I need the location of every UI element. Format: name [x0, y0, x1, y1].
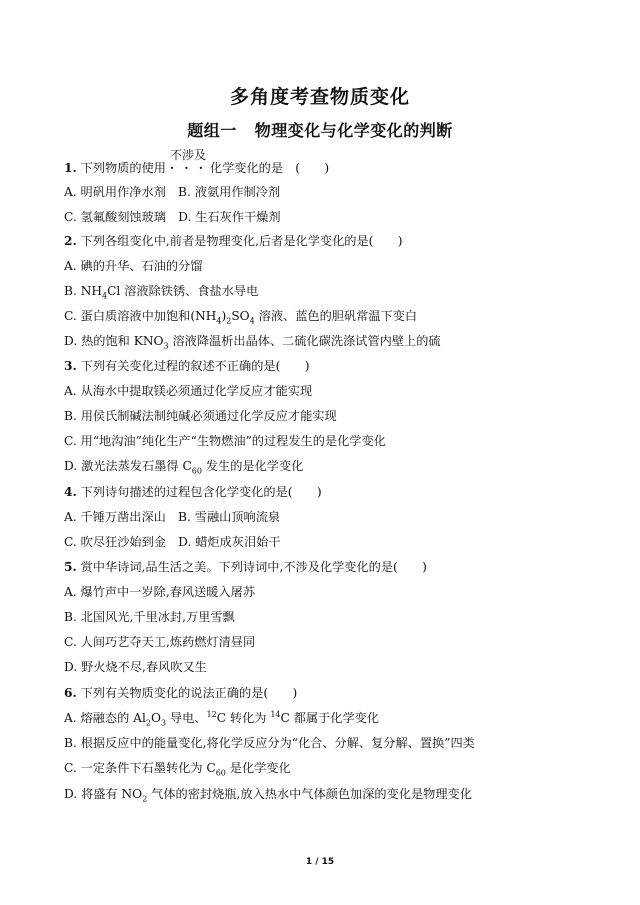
question-1-options-ab: A. 明矾用作净水剂 B. 液氨用作制冷剂 [64, 185, 281, 199]
question-3-option-a: A. 从海水中提取镁必须通过化学反应才能实现 [64, 384, 313, 398]
question-1-options-cd: C. 氢氟酸刻蚀玻璃 D. 生石灰作干燥剂 [64, 210, 281, 224]
question-5-stem: 5. 赏中华诗词,品生活之美。下列诗词中,不涉及化学变化的是( ) [64, 560, 427, 574]
question-5-option-b: B. 北国风光,千里冰封,万里雪飘 [64, 610, 235, 624]
question-number: 1. [64, 161, 77, 175]
section-title [0, 118, 640, 141]
question-6-option-d: D. 将盛有 $NO_2$ 气体的密封烧瓶,放入热水中气体颜色加深的变化是物理变化 [64, 787, 472, 804]
question-number: 4. [64, 485, 77, 499]
question-2-option-a: A. 碘的升华、石油的分馏 [64, 259, 203, 273]
question-number: 3. [64, 359, 77, 373]
question-4-options-cd: C. 吹尽狂沙始到金 D. 蜡炬成灰泪始干 [64, 535, 281, 549]
emphasis-dots: · · · [169, 161, 207, 175]
emphasis-annotation: 不涉及 [170, 148, 207, 162]
question-number: 5. [64, 560, 77, 574]
question-1-stem: 1. 下列物质的使用 · · · 化学变化的是 ( ) [64, 161, 330, 175]
page-number: 1 / 15 [305, 857, 335, 867]
page-title: 多角度考查物质变化 [229, 86, 410, 108]
question-6-option-b: B. 根据反应中的能量变化,将化学反应分为“化合、分解、复分解、置换”四类 [64, 736, 475, 750]
question-3-option-c: C. 用“地沟油”纯化生产“生物燃油”的过程发生的是化学变化 [64, 434, 386, 448]
question-5-option-d: D. 野火烧不尽,春风吹又生 [64, 660, 207, 674]
question-number: 6. [64, 686, 77, 700]
question-3-option-b: B. 用侯氏制碱法制纯碱必须通过化学反应才能实现 [64, 409, 337, 423]
question-number: 2. [64, 234, 77, 248]
question-2-option-b: B. $NH_4Cl$ 溶液除铁锈、食盐水导电 [64, 284, 259, 301]
question-5-option-a: A. 爆竹声中一岁除,春风送暖入屠苏 [64, 585, 256, 599]
question-4-options-ab: A. 千锤万凿出深山 B. 雪融山顶响流泉 [64, 510, 281, 524]
question-6-option-a: A. 熔融态的 $Al_2O_3$ 导电、$^{12}$C 转化为 $^{14}$C 都属于化学变化 [64, 709, 380, 728]
question-3-option-d: D. 激光法蒸发石墨得 $C_{60}$ 发生的是化学变化 [64, 459, 304, 476]
question-4-stem: 4. 下列诗句描述的过程包含化学变化的是( ) [64, 485, 322, 499]
section-title-topic: 物理变化与化学变化的判断 [254, 121, 453, 140]
question-6-option-c: C. 一定条件下石墨转化为 $C_{60}$ 是化学变化 [64, 761, 291, 778]
section-title-group: 题组一 [187, 121, 237, 140]
question-2-option-d: D. 热的饱和 $KNO_3$ 溶液降温析出晶体、二硫化碳洗涤试管内壁上的硫 [64, 334, 441, 351]
question-3-stem: 3. 下列有关变化过程的叙述不正确的是( ) [64, 359, 310, 373]
question-5-option-c: C. 人间巧艺夺天工,炼药燃灯清昼同 [64, 635, 256, 649]
question-6-stem: 6. 下列有关物质变化的说法正确的是( ) [64, 686, 298, 700]
question-2-stem: 2. 下列各组变化中,前者是物理变化,后者是化学变化的是( ) [64, 234, 403, 248]
question-2-option-c: C. 蛋白质溶液中加饱和$(NH_4)_2SO_4$ 溶液、蓝色的胆矾常温下变白 [64, 309, 418, 326]
